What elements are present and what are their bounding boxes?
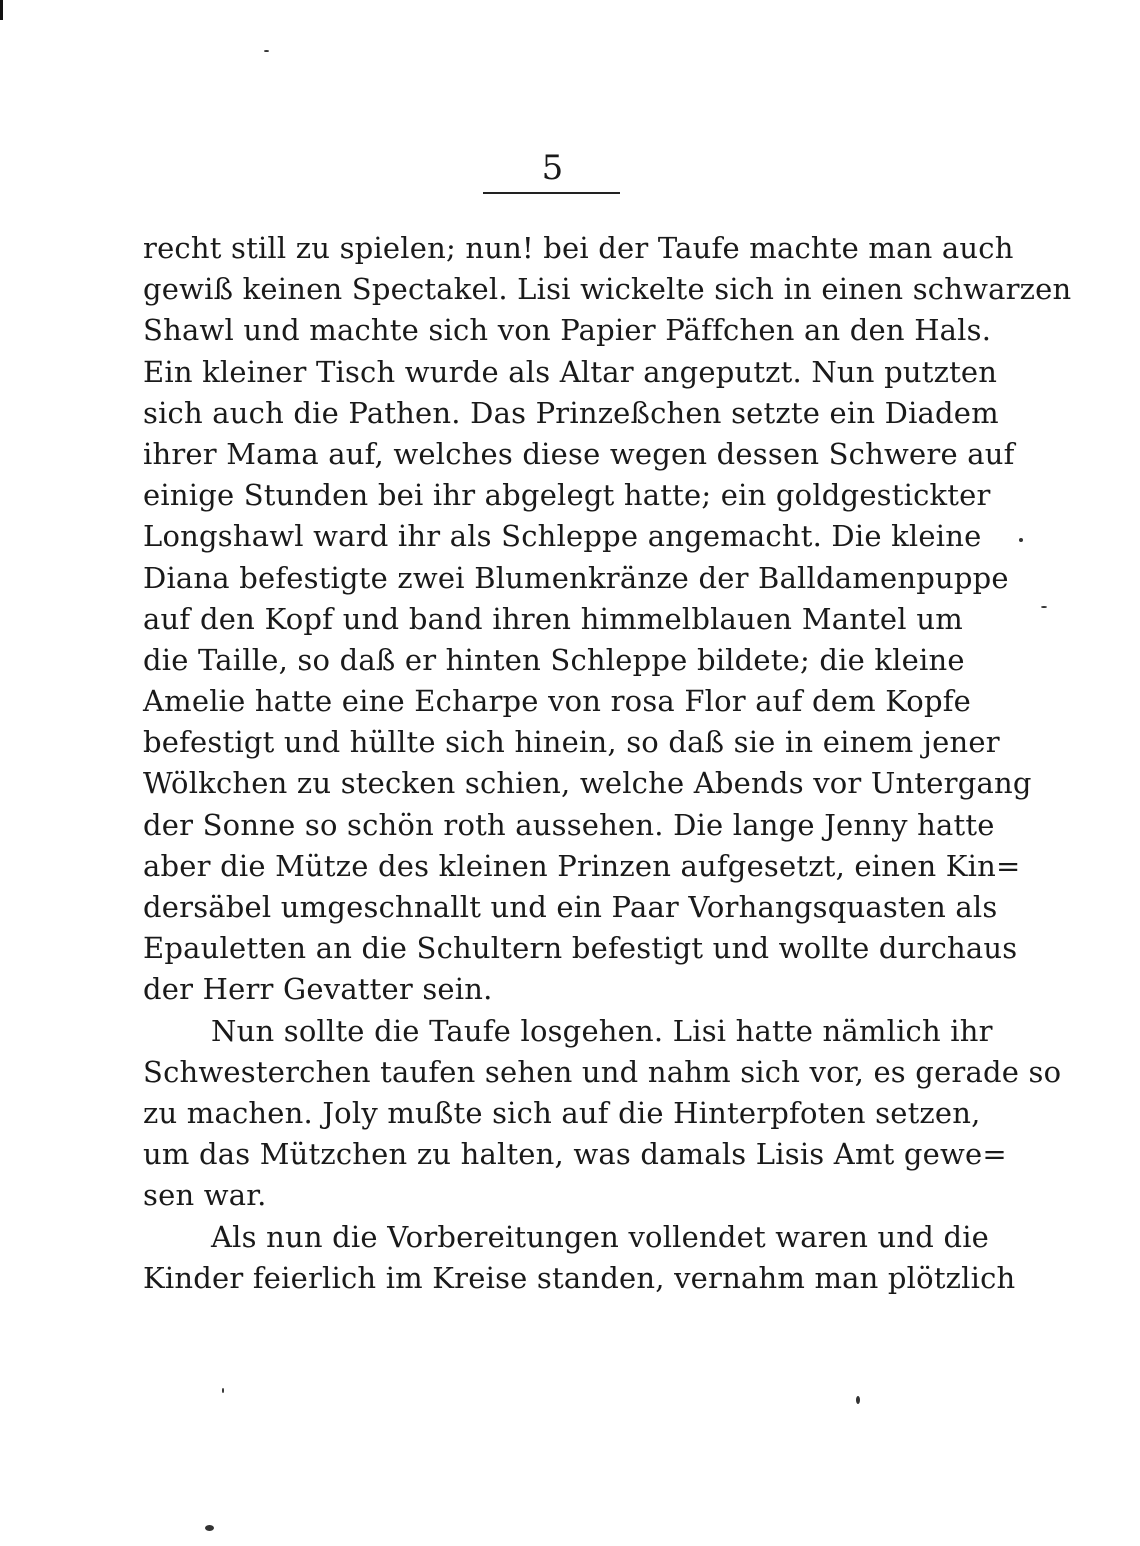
text-line: gewiß keinen Spectakel. Lisi wickelte sich in einen schwarzen: [143, 272, 1072, 307]
scan-speck: [1041, 606, 1047, 608]
text-line: aber die Mütze des kleinen Prinzen aufgesetzt, einen Kin=: [143, 848, 1021, 883]
scan-speck: [264, 50, 269, 52]
text-line: befestigt und hüllte sich hinein, so daß sie in einem jener: [143, 725, 1000, 760]
scan-speck: [1019, 538, 1023, 542]
text-line: Kinder feierlich im Kreise standen, vernahm man plötzlich: [143, 1260, 1016, 1295]
scan-speck: [205, 1525, 214, 1531]
text-line: Wölkchen zu stecken schien, welche Abends vor Untergang: [143, 766, 1032, 801]
scan-speck: [222, 1388, 224, 1393]
scan-speck: [856, 1396, 860, 1404]
text-line: Als nun die Vorbereitungen vollendet waren und die: [211, 1219, 990, 1254]
text-line: um das Mützchen zu halten, was damals Lisis Amt gewe=: [143, 1137, 1007, 1172]
text-line: Shawl und machte sich von Papier Päffchen an den Hals.: [143, 313, 992, 348]
text-line: auf den Kopf und band ihren himmelblauen Mantel um: [143, 601, 963, 636]
text-line: Diana befestigte zwei Blumenkränze der Balldamenpuppe: [143, 560, 1009, 595]
page-number: 5: [541, 148, 564, 188]
text-line: Longshawl ward ihr als Schleppe angemacht. Die kleine: [143, 519, 982, 554]
text-line: sich auch die Pathen. Das Prinzeßchen setzte ein Diadem: [143, 395, 999, 430]
body-text: [143, 228, 1072, 1299]
text-line: Epauletten an die Schultern befestigt und wollte durchaus: [143, 931, 1018, 966]
text-line: Nun sollte die Taufe losgehen. Lisi hatte nämlich ihr: [211, 1013, 993, 1048]
text-line: ihrer Mama auf, welches diese wegen dessen Schwere auf: [143, 436, 1015, 471]
text-line: recht still zu spielen; nun! bei der Taufe machte man auch: [143, 231, 1014, 265]
text-line: sen war.: [143, 1178, 267, 1213]
text-line: Ein kleiner Tisch wurde als Altar angeputzt. Nun putzten: [143, 354, 998, 389]
text-line: Schwesterchen taufen sehen und nahm sich vor, es gerade so: [143, 1054, 1062, 1089]
text-line: die Taille, so daß er hinten Schleppe bildete; die kleine: [143, 642, 965, 677]
text-line: der Herr Gevatter sein.: [143, 972, 493, 1007]
text-line: der Sonne so schön roth aussehen. Die lange Jenny hatte: [143, 807, 995, 842]
text-line: einige Stunden bei ihr abgelegt hatte; ein goldgestickter: [143, 478, 991, 513]
scan-edge-mark: [0, 0, 3, 20]
text-line: zu machen. Joly mußte sich auf die Hinterpfoten setzen,: [143, 1095, 981, 1130]
text-line: Amelie hatte eine Echarpe von rosa Flor auf dem Kopfe: [143, 684, 972, 719]
text-line: dersäbel umgeschnallt und ein Paar Vorhangsquasten als: [143, 890, 998, 924]
header-rule: [483, 192, 620, 194]
